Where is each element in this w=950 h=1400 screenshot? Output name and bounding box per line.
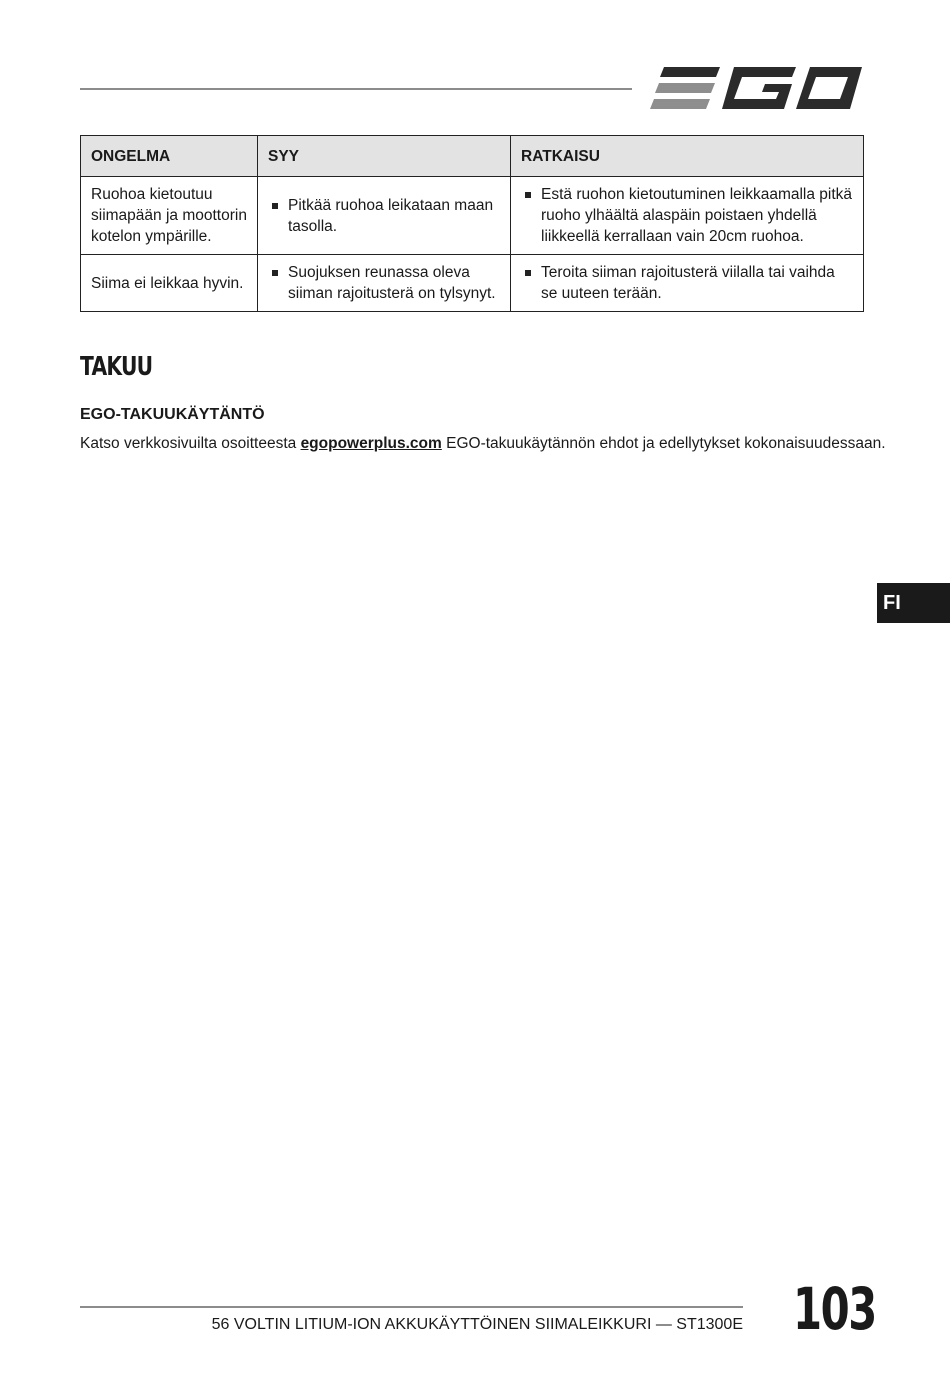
- cause-text: Suojuksen reunassa oleva siiman rajoitusterä on tylsynyt.: [288, 264, 496, 302]
- warranty-text-after: EGO-takuukäytännön ehdot ja edellytykset kokonaisuudessaan.: [446, 435, 886, 452]
- footer-rule: [80, 1306, 743, 1308]
- page-number: 103: [793, 1275, 876, 1343]
- warranty-paragraph: [80, 435, 886, 453]
- bullet-icon: [272, 270, 278, 276]
- solution-cell: [511, 255, 864, 312]
- troubleshooting-table: [80, 135, 864, 312]
- table-row: [81, 255, 864, 312]
- table-row: [81, 177, 864, 255]
- ego-logo: [650, 64, 862, 114]
- footer-product-title: 56 VOLTIN LITIUM-ION AKKUKÄYTTÖINEN SIIMALEIKKURI — ST1300E: [211, 1316, 743, 1333]
- problem-cell: Siima ei leikkaa hyvin.: [81, 255, 258, 312]
- warranty-website-link[interactable]: egopowerplus.com: [300, 435, 442, 452]
- solution-text: Estä ruohon kietoutuminen leikkaamalla pitkä ruoho ylhäältä alaspäin poistaen yhdellä liikkeellä kerrallaan vain 20cm ruohoa.: [541, 186, 853, 245]
- warranty-text-before: Katso verkkosivuilta osoitteesta: [80, 435, 297, 452]
- cause-text: Pitkää ruohoa leikataan maan tasolla.: [288, 196, 494, 235]
- bullet-icon: [272, 203, 278, 209]
- column-header-cause: SYY: [258, 136, 511, 177]
- cause-cell: [258, 177, 511, 255]
- cause-cell: [258, 255, 511, 312]
- solution-text: Teroita siiman rajoitusterä viilalla tai vaihda se uuteen terään.: [541, 264, 835, 302]
- solution-cell: [511, 177, 864, 255]
- header-rule: [80, 88, 632, 90]
- problem-cell: Ruohoa kietoutuu siimapään ja moottorin kotelon ympärille.: [81, 177, 258, 255]
- warranty-policy-subheading: EGO-TAKUUKÄYTÄNTÖ: [80, 406, 265, 423]
- bullet-icon: [525, 192, 531, 198]
- table-header-row: [81, 136, 864, 177]
- language-tab: FI: [877, 583, 950, 623]
- column-header-problem: ONGELMA: [81, 136, 258, 177]
- bullet-icon: [525, 270, 531, 276]
- warranty-heading: TAKUU: [80, 352, 153, 382]
- column-header-solution: RATKAISU: [511, 136, 864, 177]
